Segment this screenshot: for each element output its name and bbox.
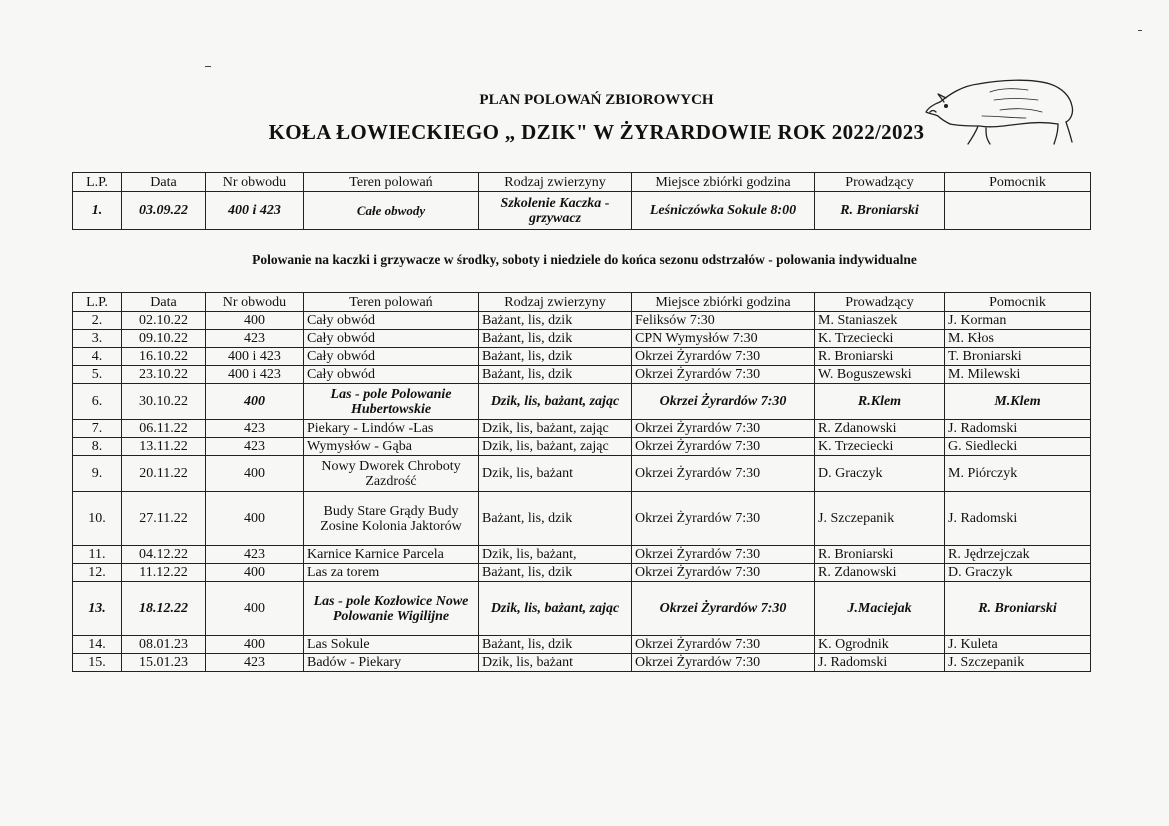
cell-lp: 5. — [73, 366, 122, 384]
cell-lp: 3. — [73, 330, 122, 348]
cell-meeting: Okrzei Żyrardów 7:30 — [632, 654, 815, 672]
cell-district: 400 — [206, 636, 304, 654]
cell-area: Cały obwód — [304, 348, 479, 366]
cell-lp: 6. — [73, 384, 122, 420]
cell-date: 03.09.22 — [122, 192, 206, 230]
cell-game: Bażant, lis, dzik — [479, 564, 632, 582]
col-header-game: Rodzaj zwierzyny — [479, 293, 632, 312]
document-subtitle: KOŁA ŁOWIECKIEGO „ DZIK" W ŻYRARDOWIE ROK 2022/2023 — [268, 120, 925, 144]
cell-leader: K. Ogrodnik — [815, 636, 945, 654]
cell-game: Dzik, lis, bażant — [479, 654, 632, 672]
cell-assistant: J. Szczepanik — [945, 654, 1091, 672]
cell-assistant — [945, 192, 1091, 230]
cell-meeting: Okrzei Żyrardów 7:30 — [632, 492, 815, 546]
cell-meeting: Okrzei Żyrardów 7:30 — [632, 348, 815, 366]
cell-date: 09.10.22 — [122, 330, 206, 348]
cell-district: 423 — [206, 438, 304, 456]
cell-area: Budy Stare Grądy Budy Zosine Kolonia Jaktorów — [304, 492, 479, 546]
cell-game: Bażant, lis, dzik — [479, 312, 632, 330]
document-title: PLAN POLOWAŃ ZBIOROWYCH — [479, 92, 714, 108]
scan-speck — [205, 66, 211, 67]
cell-leader: J. Szczepanik — [815, 492, 945, 546]
cell-lp: 10. — [73, 492, 122, 546]
cell-game: Dzik, lis, bażant, zając — [479, 384, 632, 420]
table-row — [73, 366, 1091, 384]
cell-leader: J.Maciejak — [815, 582, 945, 636]
col-header-assistant: Pomocnik — [945, 173, 1091, 192]
cell-lp: 2. — [73, 312, 122, 330]
cell-game: Dzik, lis, bażant, zając — [479, 420, 632, 438]
cell-area: Piekary - Lindów -Las — [304, 420, 479, 438]
table-header-row — [73, 173, 1091, 192]
cell-district: 423 — [206, 654, 304, 672]
col-header-date: Data — [122, 293, 206, 312]
cell-meeting: Okrzei Żyrardów 7:30 — [632, 366, 815, 384]
table-row — [73, 654, 1091, 672]
table-body — [73, 312, 1091, 672]
cell-area: Badów - Piekary — [304, 654, 479, 672]
cell-date: 20.11.22 — [122, 456, 206, 492]
col-header-district: Nr obwodu — [206, 173, 304, 192]
cell-meeting: Okrzei Żyrardów 7:30 — [632, 456, 815, 492]
cell-date: 13.11.22 — [122, 438, 206, 456]
cell-assistant: R. Jędrzejczak — [945, 546, 1091, 564]
cell-date: 27.11.22 — [122, 492, 206, 546]
table-row — [73, 456, 1091, 492]
boar-logo-icon — [920, 72, 1080, 152]
cell-area: Karnice Karnice Parcela — [304, 546, 479, 564]
cell-district: 400 i 423 — [206, 192, 304, 230]
cell-area: Las - pole Kozłowice Nowe Polowanie Wigilijne — [304, 582, 479, 636]
cell-date: 16.10.22 — [122, 348, 206, 366]
table-row — [73, 564, 1091, 582]
cell-lp: 12. — [73, 564, 122, 582]
cell-leader: R.Klem — [815, 384, 945, 420]
cell-district: 423 — [206, 420, 304, 438]
col-header-lp: L.P. — [73, 293, 122, 312]
cell-assistant: M. Piórczyk — [945, 456, 1091, 492]
cell-leader: K. Trzeciecki — [815, 330, 945, 348]
cell-game: Dzik, lis, bażant, zając — [479, 438, 632, 456]
col-header-game: Rodzaj zwierzyny — [479, 173, 632, 192]
col-header-date: Data — [122, 173, 206, 192]
cell-assistant: M.Klem — [945, 384, 1091, 420]
cell-area: Nowy Dworek Chroboty Zazdrość — [304, 456, 479, 492]
cell-game: Bażant, lis, dzik — [479, 492, 632, 546]
cell-district: 400 — [206, 582, 304, 636]
table-row — [73, 384, 1091, 420]
table-row — [73, 582, 1091, 636]
col-header-area: Teren polowań — [304, 173, 479, 192]
cell-assistant: G. Siedlecki — [945, 438, 1091, 456]
cell-assistant: M. Milewski — [945, 366, 1091, 384]
cell-game: Bażant, lis, dzik — [479, 348, 632, 366]
cell-district: 400 — [206, 312, 304, 330]
col-header-district: Nr obwodu — [206, 293, 304, 312]
cell-assistant: J. Radomski — [945, 420, 1091, 438]
cell-district: 423 — [206, 330, 304, 348]
cell-assistant: J. Kuleta — [945, 636, 1091, 654]
cell-assistant: J. Korman — [945, 312, 1091, 330]
cell-leader: R. Zdanowski — [815, 564, 945, 582]
cell-district: 400 — [206, 456, 304, 492]
cell-meeting: CPN Wymysłów 7:30 — [632, 330, 815, 348]
col-header-lp: L.P. — [73, 173, 122, 192]
cell-area: Las za torem — [304, 564, 479, 582]
cell-lp: 1. — [73, 192, 122, 230]
table-row — [73, 636, 1091, 654]
table-row — [73, 438, 1091, 456]
cell-lp: 14. — [73, 636, 122, 654]
cell-area: Cały obwód — [304, 366, 479, 384]
cell-district: 423 — [206, 546, 304, 564]
col-header-area: Teren polowań — [304, 293, 479, 312]
table-row — [73, 492, 1091, 546]
cell-area: Cały obwód — [304, 330, 479, 348]
table-row — [73, 348, 1091, 366]
cell-leader: M. Staniaszek — [815, 312, 945, 330]
cell-date: 23.10.22 — [122, 366, 206, 384]
col-header-meeting: Miejsce zbiórki godzina — [632, 293, 815, 312]
col-header-meeting: Miejsce zbiórki godzina — [632, 173, 815, 192]
cell-meeting: Okrzei Żyrardów 7:30 — [632, 438, 815, 456]
cell-date: 08.01.23 — [122, 636, 206, 654]
cell-leader: W. Boguszewski — [815, 366, 945, 384]
cell-district: 400 — [206, 564, 304, 582]
cell-area: Wymysłów - Gąba — [304, 438, 479, 456]
cell-game: Bażant, lis, dzik — [479, 330, 632, 348]
table-row — [73, 546, 1091, 564]
cell-game: Bażant, lis, dzik — [479, 636, 632, 654]
cell-area: Całe obwody — [304, 192, 479, 230]
cell-date: 11.12.22 — [122, 564, 206, 582]
cell-date: 18.12.22 — [122, 582, 206, 636]
cell-area: Las Sokule — [304, 636, 479, 654]
cell-leader: D. Graczyk — [815, 456, 945, 492]
cell-meeting: Okrzei Żyrardów 7:30 — [632, 546, 815, 564]
cell-lp: 15. — [73, 654, 122, 672]
cell-district: 400 i 423 — [206, 366, 304, 384]
cell-lp: 7. — [73, 420, 122, 438]
cell-meeting: Okrzei Żyrardów 7:30 — [632, 420, 815, 438]
cell-leader: R. Broniarski — [815, 192, 945, 230]
cell-lp: 11. — [73, 546, 122, 564]
cell-lp: 8. — [73, 438, 122, 456]
cell-meeting: Okrzei Żyrardów 7:30 — [632, 582, 815, 636]
table-row — [73, 330, 1091, 348]
cell-meeting: Feliksów 7:30 — [632, 312, 815, 330]
cell-district: 400 i 423 — [206, 348, 304, 366]
season-note: Polowanie na kaczki i grzywacze w środky, soboty i niedziele do końca sezonu odstrzałów - polowania indywidualne — [252, 252, 917, 267]
cell-district: 400 — [206, 492, 304, 546]
cell-assistant: T. Broniarski — [945, 348, 1091, 366]
cell-assistant: D. Graczyk — [945, 564, 1091, 582]
cell-assistant: M. Kłos — [945, 330, 1091, 348]
hunt-table-first — [72, 172, 1091, 230]
cell-lp: 9. — [73, 456, 122, 492]
col-header-assistant: Pomocnik — [945, 293, 1091, 312]
cell-lp: 13. — [73, 582, 122, 636]
cell-district: 400 — [206, 384, 304, 420]
cell-date: 30.10.22 — [122, 384, 206, 420]
cell-game: Bażant, lis, dzik — [479, 366, 632, 384]
cell-date: 02.10.22 — [122, 312, 206, 330]
cell-assistant: R. Broniarski — [945, 582, 1091, 636]
table-row — [73, 420, 1091, 438]
table-row — [73, 312, 1091, 330]
col-header-leader: Prowadzący — [815, 293, 945, 312]
col-header-leader: Prowadzący — [815, 173, 945, 192]
cell-leader: R. Broniarski — [815, 348, 945, 366]
cell-leader: R. Broniarski — [815, 546, 945, 564]
scan-speck — [1138, 30, 1142, 31]
cell-meeting: Okrzei Żyrardów 7:30 — [632, 384, 815, 420]
cell-date: 04.12.22 — [122, 546, 206, 564]
cell-leader: R. Zdanowski — [815, 420, 945, 438]
table-header-row — [73, 293, 1091, 312]
cell-area: Las - pole Polowanie Hubertowskie — [304, 384, 479, 420]
cell-lp: 4. — [73, 348, 122, 366]
cell-area: Cały obwód — [304, 312, 479, 330]
hunt-table-main — [72, 292, 1091, 672]
cell-leader: J. Radomski — [815, 654, 945, 672]
cell-meeting: Okrzei Żyrardów 7:30 — [632, 564, 815, 582]
cell-date: 15.01.23 — [122, 654, 206, 672]
cell-meeting: Leśniczówka Sokule 8:00 — [632, 192, 815, 230]
cell-assistant: J. Radomski — [945, 492, 1091, 546]
cell-meeting: Okrzei Żyrardów 7:30 — [632, 636, 815, 654]
cell-game: Dzik, lis, bażant — [479, 456, 632, 492]
table-row — [73, 192, 1091, 230]
cell-game: Dzik, lis, bażant, — [479, 546, 632, 564]
cell-leader: K. Trzeciecki — [815, 438, 945, 456]
cell-date: 06.11.22 — [122, 420, 206, 438]
cell-game: Szkolenie Kaczka - grzywacz — [479, 192, 632, 230]
cell-game: Dzik, lis, bażant, zając — [479, 582, 632, 636]
